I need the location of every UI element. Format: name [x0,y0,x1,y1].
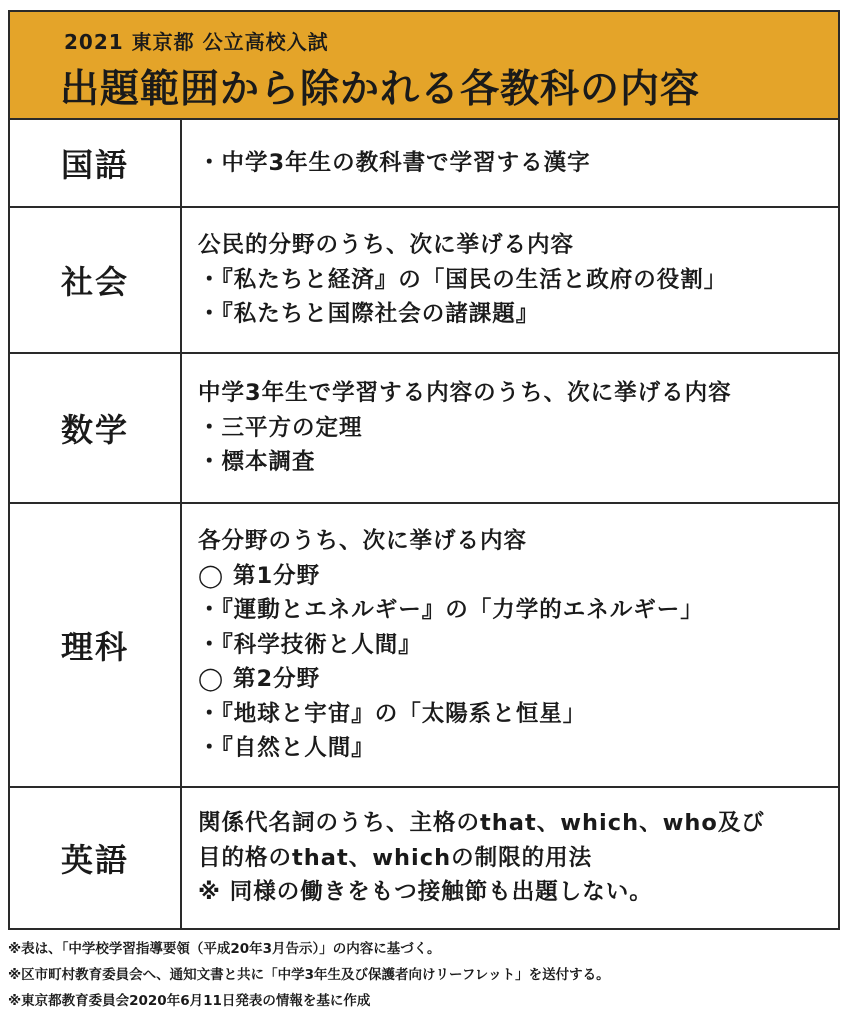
content-line: 中学3年生で学習する内容のうち、次に挙げる内容 [198,380,732,407]
content-line: 公民的分野のうち、次に挙げる内容 [198,232,575,259]
content-line: 各分野のうち、次に挙げる内容 [198,528,528,555]
content-line: ・『私たちと経済』の「国民の生活と政府の役割」 [198,266,728,293]
content-line: 目的格のthat、whichの制限的用法 [198,844,593,871]
subject-content [198,788,765,928]
table-row [10,354,838,504]
subject-name: 英語 [10,788,182,928]
footnote: ※表は、「中学校学習指導要領（平成20年3月告示）」の内容に基づく。 [8,941,441,957]
footnote: ※東京都教育委員会2020年6月11日発表の情報を基に作成 [8,993,371,1009]
content-line: ※ 同様の働きをもつ接触節も出題しない。 [198,879,653,906]
subject-content [198,120,591,206]
subject-content [198,208,727,352]
table-row [10,120,838,208]
content-line: ・中学3年生の教科書で学習する漢字 [198,149,591,176]
content-line: ・『地球と宇宙』の「太陽系と恒星」 [198,700,587,727]
page-title: 出題範囲から除かれる各教科の内容 [60,67,701,112]
content-line: ◯ 第2分野 [198,666,321,693]
subjects-table [8,10,840,930]
footnotes [8,936,842,1014]
content-line: ・標本調査 [198,449,316,476]
footnote: ※区市町村教育委員会へ、通知文書と共に「中学3年生及び保護者向けリーフレット」を送付する。 [8,967,610,983]
header-banner [10,12,838,120]
table-row [10,208,838,354]
subject-content [198,354,732,502]
content-line: ・『科学技術と人間』 [198,631,422,658]
content-line: 関係代名詞のうち、主格のthat、which、who及び [198,810,765,837]
content-line: ・三平方の定理 [198,414,363,441]
subject-name: 数学 [10,354,182,502]
table-row [10,504,838,788]
subject-name: 理科 [10,504,182,786]
table-row [10,788,838,928]
subject-name: 国語 [10,120,182,206]
subject-content [198,504,704,786]
content-line: ・『自然と人間』 [198,735,375,762]
content-line: ◯ 第1分野 [198,562,321,589]
content-line: ・『私たちと国際社会の諸課題』 [198,301,540,328]
content-line: ・『運動とエネルギー』の「力学的エネルギー」 [198,597,704,624]
header-subtitle: 2021 東京都 公立高校入試 [64,30,329,54]
subject-name: 社会 [10,208,182,352]
